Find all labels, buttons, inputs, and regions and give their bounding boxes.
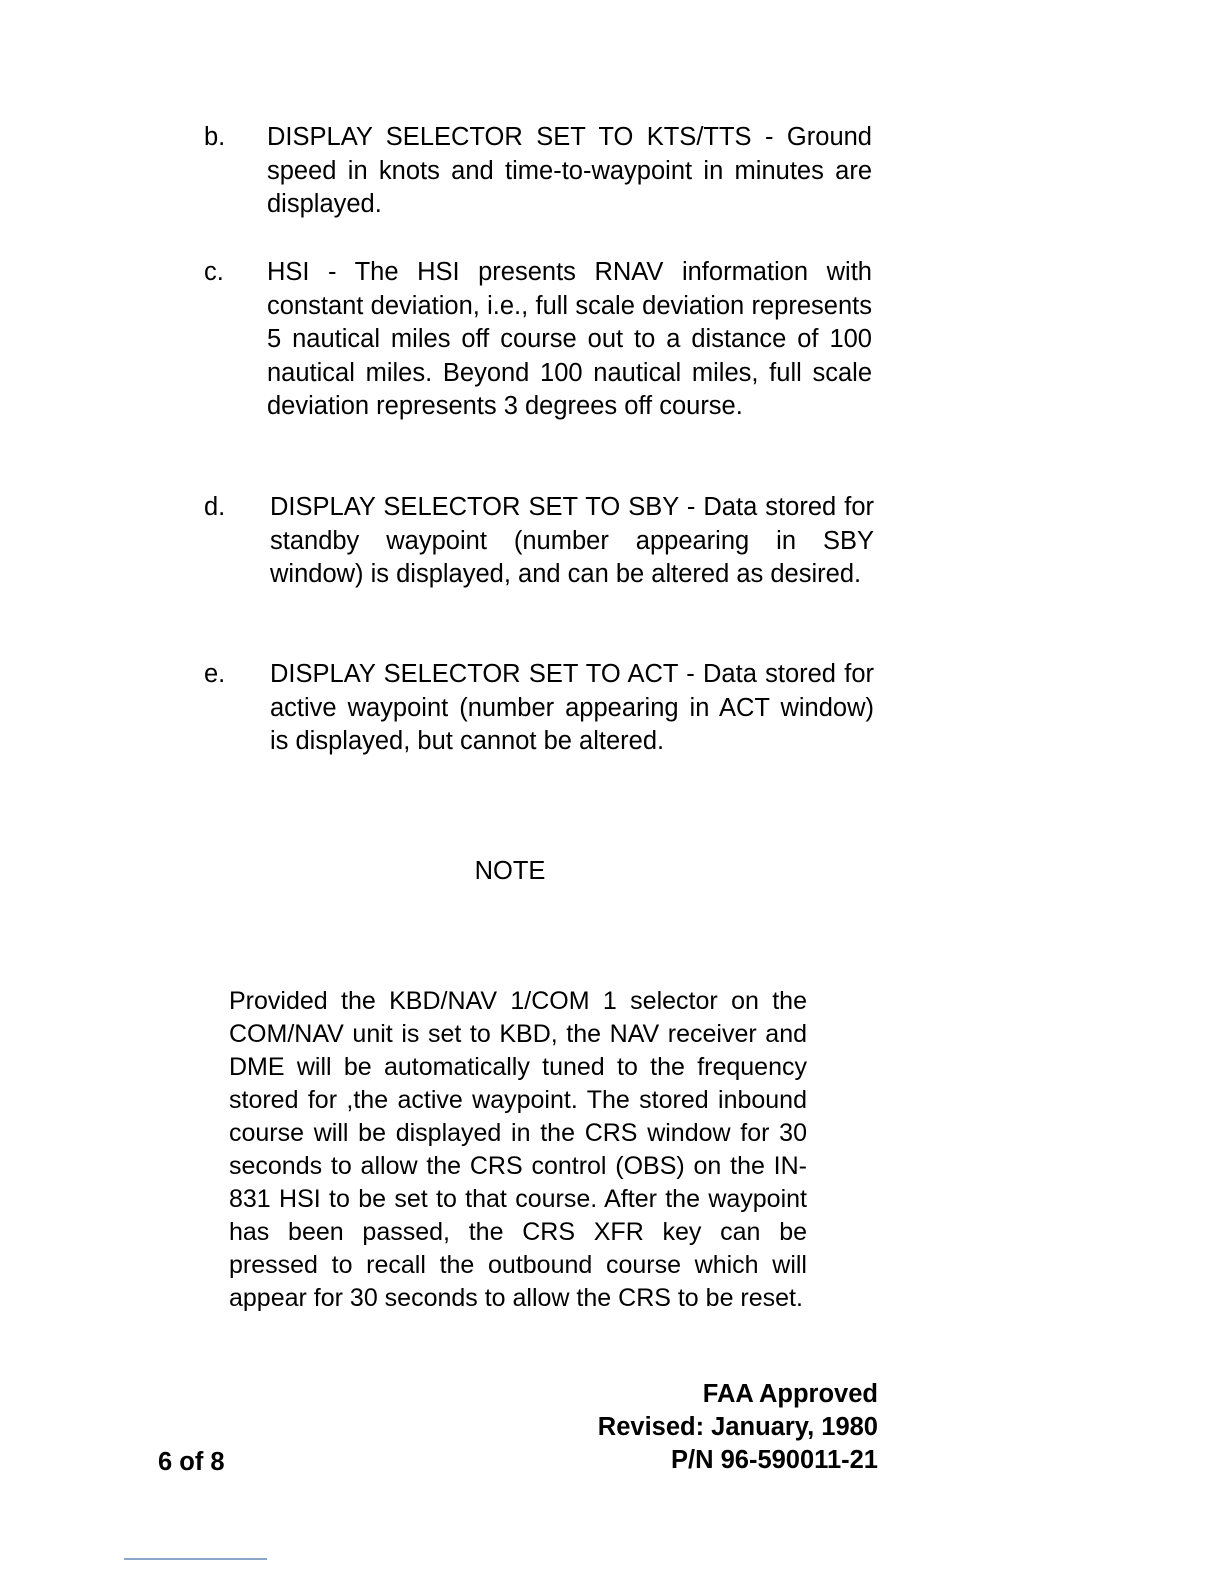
faa-approved-label: FAA Approved <box>702 1380 878 1408</box>
footer-approval-block <box>520 1378 878 1477</box>
item-letter: d. <box>204 493 226 521</box>
item-text: DISPLAY SELECTOR SET TO SBY - Data stored for standby waypoint (number appearing in SBY window) is displayed, and can be altered as desired. <box>270 493 874 589</box>
page-number: 6 of 8 <box>158 1448 225 1476</box>
item-letter: c. <box>204 258 224 286</box>
bottom-divider <box>124 1558 267 1560</box>
item-text: HSI - The HSI presents RNAV information with constant deviation, i.e., full scale deviation represents 5 nautical miles off course out to a distance of 100 nautical miles. Beyond 100 nautical miles, full scale deviation represents 3 degrees off course. <box>267 258 872 421</box>
item-letter: b. <box>204 123 226 151</box>
item-text: DISPLAY SELECTOR SET TO KTS/TTS - Ground speed in knots and time-to-waypoint in minutes are displayed. <box>267 123 872 219</box>
note-heading: NOTE <box>474 857 546 885</box>
note-body: Provided the KBD/NAV 1/COM 1 selector on the COM/NAV unit is set to KBD, the NAV receiver and DME will be automatically tuned to the frequency stored for ,the active waypoint. The stored inbound course will be displayed in the CRS window for 30 seconds to allow the CRS control (OBS) on the IN-831 HSI to be set to that course. After the waypoint has been passed, the CRS XFR key can be pressed to recall the outbound course which will appear for 30 seconds to allow the CRS to be reset. <box>229 987 807 1312</box>
part-number: P/N 96-590011-21 <box>671 1446 878 1474</box>
revised-date: Revised: January, 1980 <box>597 1413 878 1441</box>
item-text: DISPLAY SELECTOR SET TO ACT - Data stored for active waypoint (number appearing in ACT window) is displayed, but cannot be altered. <box>270 660 874 756</box>
item-letter: e. <box>204 660 226 688</box>
